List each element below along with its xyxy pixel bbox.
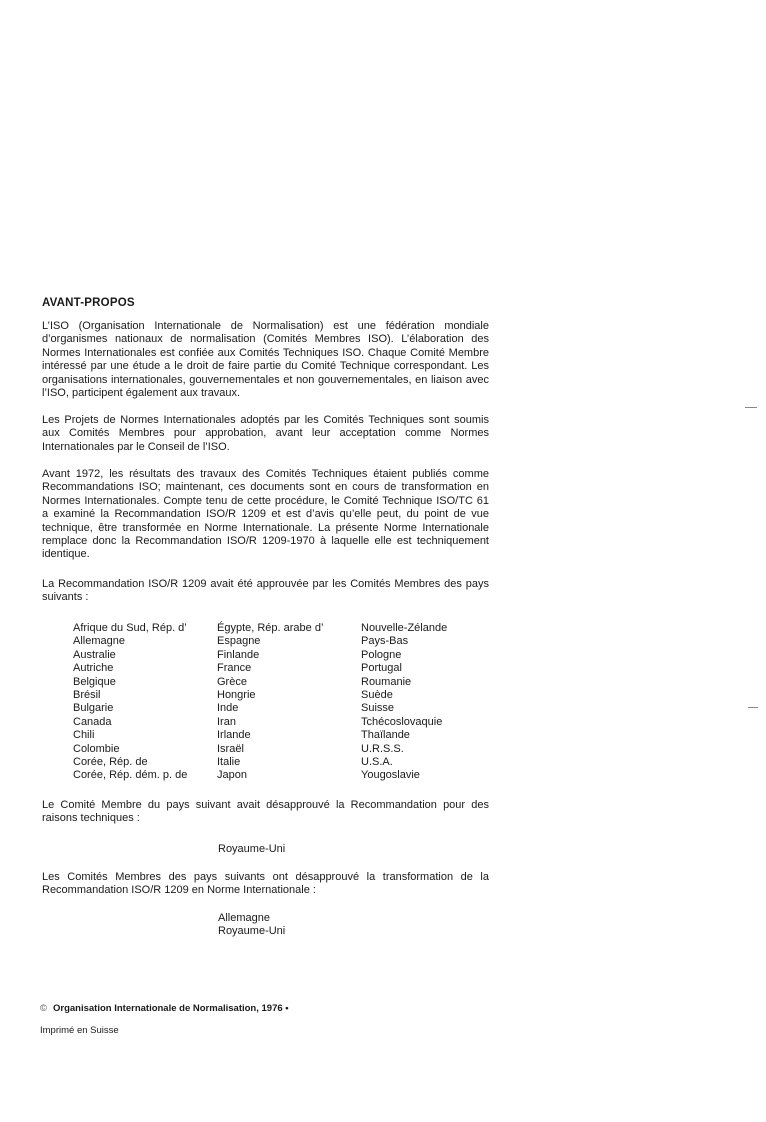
page-title: AVANT-PROPOS <box>42 297 135 309</box>
country-cell: Australie <box>73 648 116 661</box>
country-cell: Suède <box>361 689 393 702</box>
table-row <box>73 743 447 756</box>
country-cell: Yougoslavie <box>361 769 420 782</box>
paragraph-disapproval-recommendation: Le Comité Membre du pays suivant avait désapprouvé la Recommandation pour des raisons techniques : <box>42 799 489 825</box>
country-cell: Hongrie <box>217 689 256 702</box>
country-cell: Colombie <box>73 742 120 755</box>
list-item: Royaume-Uni <box>218 843 286 855</box>
country-cell: Tchécoslovaquie <box>361 715 443 728</box>
disapproving-transformation-list <box>218 912 285 939</box>
country-cell: Afrique du Sud, Rép. d’ <box>73 622 187 634</box>
list-item: Royaume-Uni <box>218 925 286 938</box>
table-row <box>73 635 447 648</box>
table-row <box>73 662 447 675</box>
margin-mark <box>748 707 758 708</box>
country-cell: Brésil <box>73 689 101 702</box>
paragraph-iso-intro: L’ISO (Organisation Internationale de Normalisation) est une fédération mondiale d’organismes nationaux de normalisation (Comités Membres ISO). L’élaboration des Normes Internationales est confiée aux Comités Techniques ISO. Chaque Comité Membre intéressé par une étude a le droit de faire partie du Comité Technique correspondant. Les organisations internationales, gouvernementales et non gouvernementales, en liaison avec l’ISO, participent également aux travaux. <box>42 320 489 400</box>
country-cell: Thaïlande <box>361 729 410 742</box>
country-cell: Israël <box>217 742 244 755</box>
country-cell: Finlande <box>217 648 260 661</box>
copyright-icon: © <box>40 1003 47 1014</box>
country-cell: Autriche <box>73 662 114 675</box>
country-cell: Grèce <box>217 675 247 688</box>
copyright-line <box>40 1003 289 1014</box>
table-row <box>73 769 447 782</box>
country-cell: Égypte, Rép. arabe d’ <box>217 622 324 634</box>
copyright-text: Organisation Internationale de Normalisation, 1976 • <box>53 1003 289 1014</box>
country-cell: Iran <box>217 715 236 728</box>
country-cell: Allemagne <box>73 635 125 648</box>
country-cell: Pologne <box>361 648 402 661</box>
country-cell: Italie <box>217 756 241 769</box>
country-cell: Espagne <box>217 635 261 648</box>
country-cell: Suisse <box>361 702 395 715</box>
country-cell: Pays-Bas <box>361 635 409 648</box>
table-row <box>73 622 447 635</box>
list-item: Allemagne <box>218 912 270 924</box>
country-cell: Inde <box>217 702 239 715</box>
approving-countries-table <box>73 622 447 783</box>
paragraph-disapproval-transformation: Les Comités Membres des pays suivants ont désapprouvé la transformation de la Recommandation ISO/R 1209 en Norme Internationale : <box>42 871 489 897</box>
country-cell: Chili <box>73 729 95 742</box>
paragraph-approval: La Recommandation ISO/R 1209 avait été approuvée par les Comités Membres des pays suivants : <box>42 578 489 604</box>
margin-mark <box>745 407 757 408</box>
table-row <box>73 676 447 689</box>
country-cell: Portugal <box>361 662 402 675</box>
paragraph-draft-standards: Les Projets de Normes Internationales adoptés par les Comités Techniques sont soumis aux Comités Membres pour approbation, avant leur acceptation comme Normes Internationales par le Conseil de l’ISO. <box>42 414 489 453</box>
table-row <box>73 649 447 662</box>
disapproving-country-list <box>218 843 285 856</box>
country-cell: Canada <box>73 715 112 728</box>
country-cell: Irlande <box>217 729 251 742</box>
country-cell: U.R.S.S. <box>361 742 404 755</box>
country-cell: Corée, Rép. de <box>73 756 148 769</box>
country-cell: France <box>217 662 252 675</box>
printed-in: Imprimé en Suisse <box>40 1025 119 1036</box>
table-row <box>73 702 447 715</box>
table-row <box>73 716 447 729</box>
country-cell: U.S.A. <box>361 756 393 769</box>
country-cell: Belgique <box>73 675 116 688</box>
country-cell: Japon <box>217 769 247 782</box>
country-cell: Corée, Rép. dém. p. de <box>73 769 188 782</box>
country-cell: Bulgarie <box>73 702 114 715</box>
country-cell: Roumanie <box>361 675 412 688</box>
table-row <box>73 756 447 769</box>
paragraph-history: Avant 1972, les résultats des travaux des Comités Techniques étaient publiés comme Recommandations ISO; maintenant, ces documents sont en cours de transformation en Normes Internationales. Compte tenu de cette procédure, le Comité Technique ISO/TC 61 a examiné la Recommandation ISO/R 1209 et est d’avis qu’elle peut, du point de vue technique, être transformée en Norme Internationale. La présente Norme Internationale remplace donc la Recommandation ISO/R 1209-1970 à laquelle elle est techniquement identique. <box>42 468 489 561</box>
country-cell: Nouvelle-Zélande <box>361 622 448 634</box>
table-row <box>73 689 447 702</box>
table-row <box>73 729 447 742</box>
